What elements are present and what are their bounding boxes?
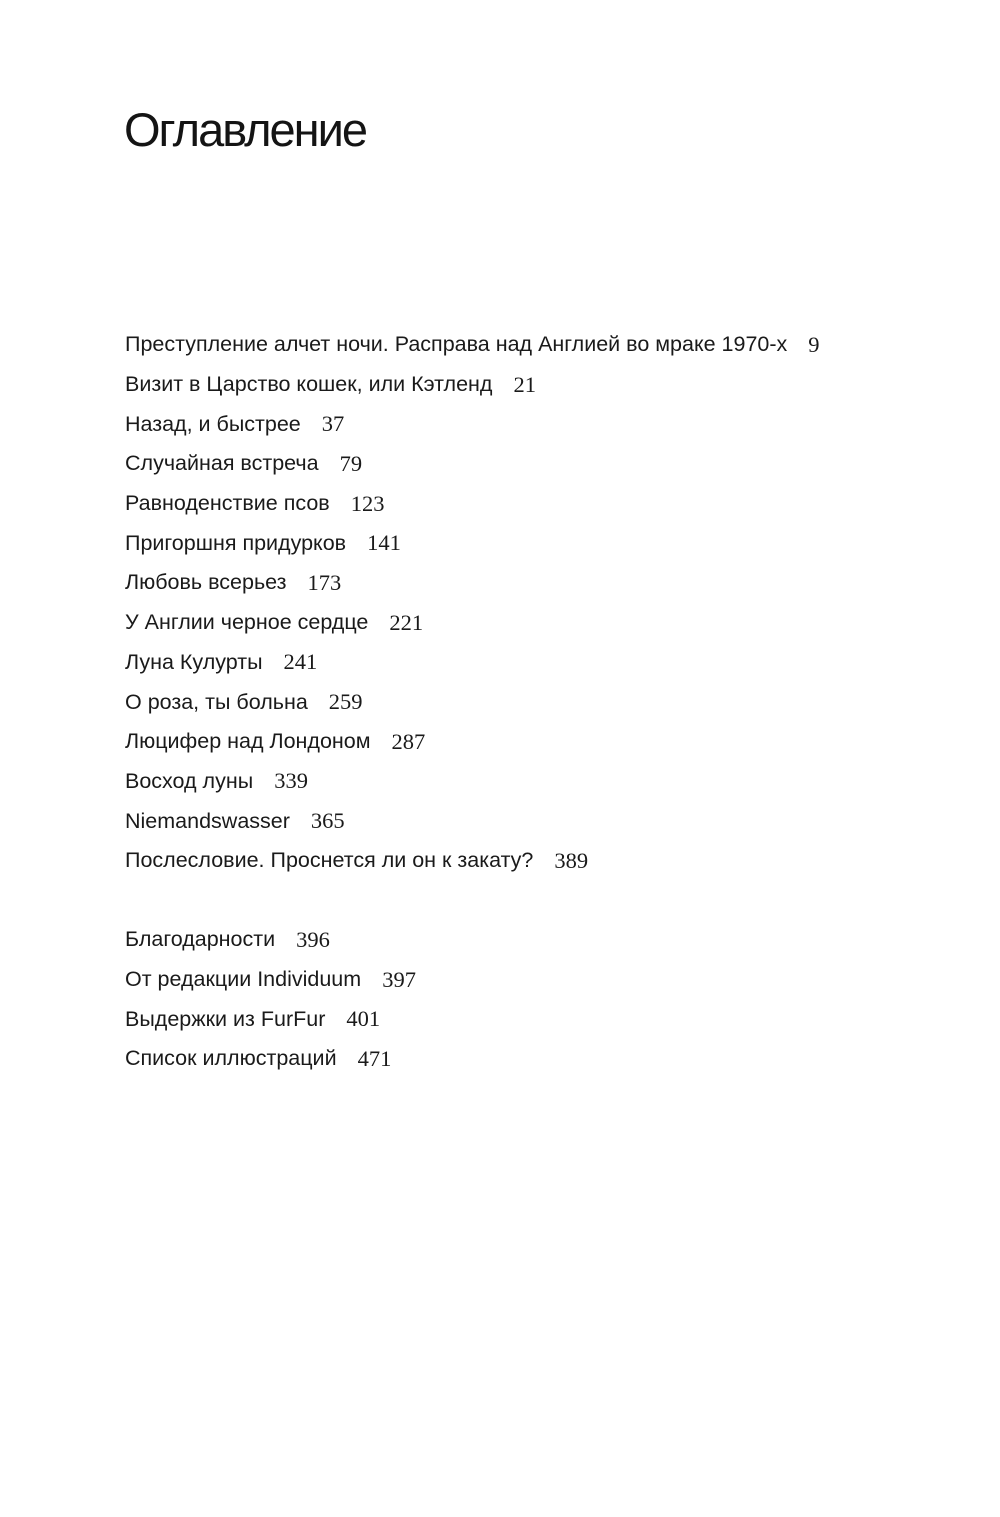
toc-entry-title: Niemandswasser xyxy=(125,808,290,833)
page-title: Оглавление xyxy=(124,103,367,156)
toc-entry-page-number: 79 xyxy=(339,450,363,476)
toc-entry-page-number: 339 xyxy=(274,768,308,794)
toc-entry-page-number: 9 xyxy=(808,331,820,357)
toc-entry-page-number: 221 xyxy=(389,609,424,635)
toc-entry-title: От редакции Individuum xyxy=(125,967,362,992)
toc-entry-page-number: 259 xyxy=(328,689,363,715)
toc-entry-page-number: 401 xyxy=(346,1006,381,1032)
toc-entry[interactable] xyxy=(125,325,820,365)
toc-entry-page-number: 471 xyxy=(357,1045,392,1071)
toc-entry-page-number: 21 xyxy=(513,371,536,397)
toc-entry-title: У Англии черное сердце xyxy=(125,610,369,635)
toc-entry-page-number: 397 xyxy=(382,966,416,992)
toc-entry-title: Послесловие. Проснется ли он к закату? xyxy=(125,848,534,873)
toc-entry-title: Преступление алчет ночи. Расправа над Англией во мраке 1970-х xyxy=(125,332,788,357)
toc-entry[interactable] xyxy=(125,563,820,603)
toc-entry-page-number: 287 xyxy=(391,728,426,754)
toc-entry-title: Луна Кулурты xyxy=(125,649,263,674)
toc-entry-page-number: 173 xyxy=(307,569,342,595)
toc-entry-page-number: 141 xyxy=(367,530,401,556)
toc-entry[interactable] xyxy=(125,920,416,960)
toc-entry-page-number: 123 xyxy=(350,490,385,516)
toc-entry-title: Любовь всерьез xyxy=(125,570,287,595)
toc-entry-page-number: 389 xyxy=(554,847,589,873)
toc-entry-page-number: 241 xyxy=(283,649,318,675)
toc-entry[interactable] xyxy=(125,603,820,643)
toc-entry-title: Равноденствие псов xyxy=(125,491,330,516)
toc-entry-title: Восход луны xyxy=(125,768,254,793)
toc-entry-title: Случайная встреча xyxy=(125,451,319,476)
toc-entry-title: О роза, ты больна xyxy=(125,689,308,714)
toc-entry[interactable] xyxy=(125,484,820,524)
toc-entry-title: Список иллюстраций xyxy=(125,1046,337,1071)
toc-entry[interactable] xyxy=(125,444,820,484)
toc-entry[interactable] xyxy=(125,1039,416,1079)
toc-entry[interactable] xyxy=(125,365,820,405)
toc-main-list xyxy=(125,325,820,881)
toc-entry-title: Назад, и быстрее xyxy=(125,411,301,436)
toc-entry[interactable] xyxy=(125,523,820,563)
toc-entry-page-number: 37 xyxy=(321,411,345,437)
toc-entry[interactable] xyxy=(125,841,820,881)
toc-entry-page-number: 365 xyxy=(310,808,345,834)
toc-back-matter-list xyxy=(125,920,416,1079)
toc-entry[interactable] xyxy=(125,682,820,722)
toc-entry[interactable] xyxy=(125,404,820,444)
toc-entry-title: Выдержки из FurFur xyxy=(125,1006,326,1031)
toc-entry[interactable] xyxy=(125,999,416,1039)
toc-entry-title: Пригоршня придурков xyxy=(125,530,347,555)
toc-entry[interactable] xyxy=(125,762,820,802)
toc-entry[interactable] xyxy=(125,643,820,683)
toc-entry[interactable] xyxy=(125,960,416,1000)
toc-entry[interactable] xyxy=(125,801,820,841)
toc-entry-page-number: 396 xyxy=(296,926,330,952)
toc-entry-title: Люцифер над Лондоном xyxy=(125,729,371,754)
toc-entry-title: Визит в Царство кошек, или Кэтленд xyxy=(125,372,493,397)
toc-entry-title: Благодарности xyxy=(125,927,276,952)
toc-entry[interactable] xyxy=(125,722,820,762)
